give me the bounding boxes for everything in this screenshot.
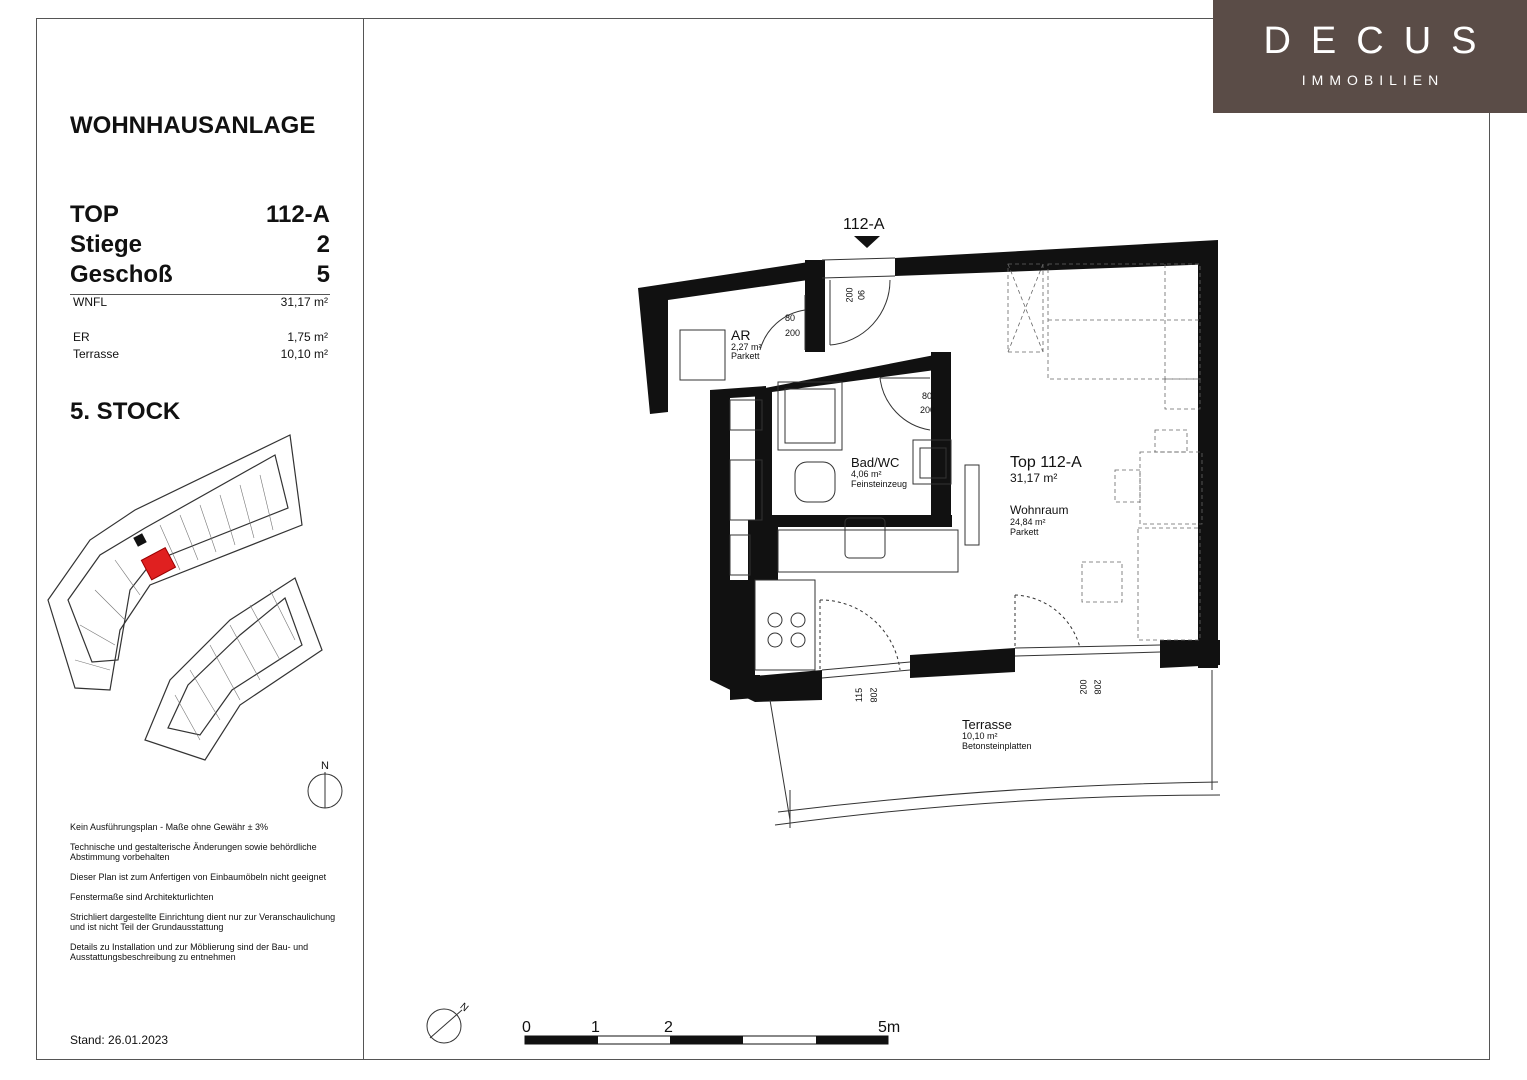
scale-label-2: 2 — [664, 1019, 673, 1036]
wnfl-row — [73, 295, 328, 309]
terrasse-label: Terrasse — [73, 347, 120, 361]
wohn-room-area: 24,84 m² — [1010, 517, 1046, 527]
walls — [638, 240, 1220, 702]
window1-width: 115 — [854, 687, 865, 703]
building-a-outline — [48, 435, 302, 690]
scale-label-0: 0 — [522, 1019, 531, 1036]
project-title: WOHNHAUSANLAGE — [70, 112, 316, 139]
wnfl-value: 31,17 m² — [280, 295, 328, 309]
bad-door-width: 80 — [922, 391, 933, 401]
ar-door-width: 80 — [785, 313, 796, 323]
logo-brand: DECUS — [1263, 20, 1497, 62]
building-b-inner — [168, 598, 302, 735]
bad-room-area: 4,06 m² — [851, 469, 882, 479]
entry-door-height: 200 — [844, 287, 855, 303]
scale-bar — [520, 1035, 900, 1047]
scale-label-1: 1 — [591, 1019, 600, 1036]
terrasse-row — [73, 347, 328, 361]
entry-door-width: 90 — [856, 289, 867, 301]
unit-name: Top 112-A — [1010, 454, 1082, 471]
sidebar-divider — [363, 18, 364, 1060]
top-row — [70, 201, 330, 229]
north-arrow-label: N — [457, 1001, 471, 1015]
north-arrow-icon — [420, 998, 480, 1048]
bad-room-floor: Feinsteinzeug — [851, 479, 908, 489]
building-b-outline — [145, 578, 322, 760]
note-item: Details zu Installation und zur Möblierung sind der Bau- und Ausstattungsbeschreibung zu entnehmen — [70, 942, 309, 962]
top-value: 112-A — [265, 201, 330, 228]
geschoss-label: Geschoß — [70, 261, 173, 288]
window2-height: 208 — [1092, 679, 1103, 695]
terrace-floor: Betonsteinplatten — [962, 741, 1032, 751]
terrace-name: Terrasse — [962, 717, 1012, 732]
wohn-room-name: Wohnraum — [1010, 503, 1069, 517]
building-a-inner — [68, 455, 288, 662]
window1-height: 208 — [868, 687, 879, 703]
scale-label-5m: 5m — [878, 1019, 901, 1036]
floor-plan — [600, 200, 1240, 840]
geschoss-row — [70, 261, 330, 289]
site-key-plan — [40, 430, 340, 770]
unit-area: 31,17 m² — [1010, 471, 1058, 485]
er-label: ER — [73, 330, 90, 344]
wnfl-label: WNFL — [73, 295, 107, 309]
entry-marker-icon — [854, 236, 880, 248]
ar-room-name: AR — [731, 327, 751, 343]
bad-room-name: Bad/WC — [851, 455, 900, 470]
ar-door-height: 200 — [785, 328, 801, 338]
entry-marker-label: 112-A — [843, 216, 885, 233]
er-value: 1,75 m² — [287, 330, 328, 344]
note-item: Strichliert dargestellte Einrichtung dient nur zur Veranschaulichung und ist nicht Teil der Grundausstattung — [70, 912, 336, 932]
geschoss-value: 5 — [316, 261, 330, 288]
wohn-room-floor: Parkett — [1010, 527, 1039, 537]
stiege-value: 2 — [316, 231, 330, 258]
disclaimer-notes — [70, 822, 340, 972]
window2-width: 200 — [1078, 679, 1089, 695]
ar-room-area: 2,27 m² — [731, 342, 762, 352]
er-row — [73, 330, 328, 344]
note-item: Kein Ausführungsplan - Maße ohne Gewähr ± 3% — [70, 822, 269, 832]
stiege-row — [70, 231, 330, 259]
bad-door-height: 200 — [920, 405, 936, 415]
floor-label: 5. STOCK — [70, 398, 181, 425]
logo-subtitle: IMMOBILIEN — [1301, 72, 1445, 88]
unit-highlight — [141, 548, 175, 580]
terrace-area: 10,10 m² — [962, 731, 998, 741]
compass-north-label: N — [321, 760, 329, 772]
plan-date: Stand: 26.01.2023 — [70, 1033, 169, 1047]
note-item: Fenstermaße sind Architekturlichten — [70, 892, 214, 902]
ar-room-floor: Parkett — [731, 351, 760, 361]
terrasse-value: 10,10 m² — [280, 347, 328, 361]
note-item: Dieser Plan ist zum Anfertigen von Einbaumöbeln nicht geeignet — [70, 872, 327, 882]
stiege-label: Stiege — [70, 231, 143, 258]
top-label: TOP — [70, 201, 119, 228]
decus-logo — [1213, 0, 1527, 113]
note-item: Technische und gestalterische Änderungen sowie behördliche Abstimmung vorbehalten — [70, 842, 317, 862]
